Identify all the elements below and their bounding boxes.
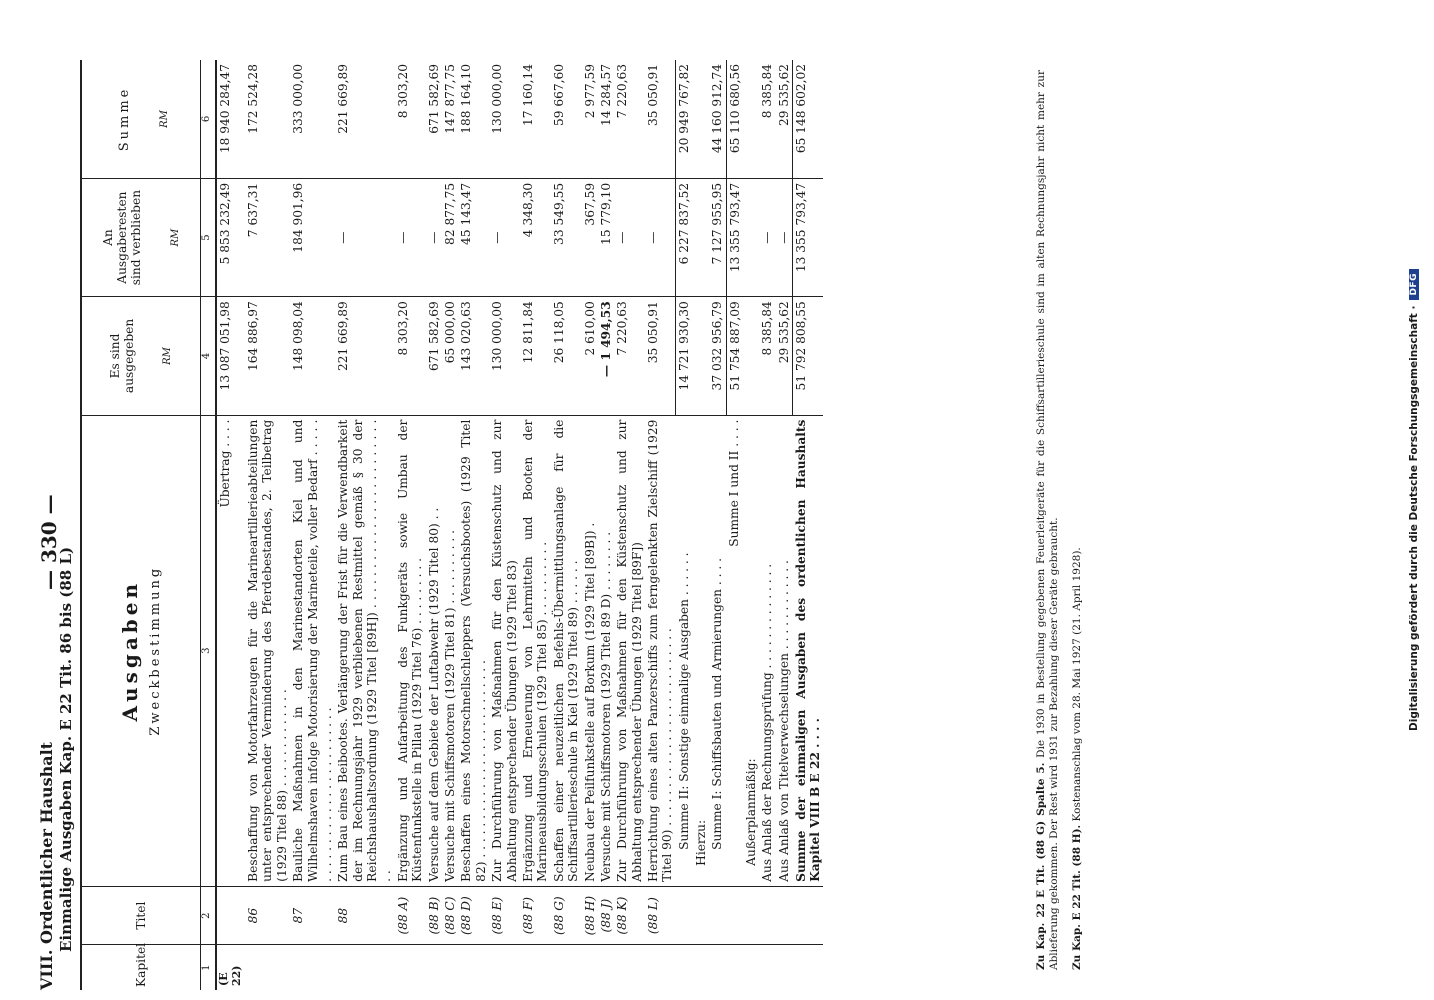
titel-cell: (88 L)	[645, 886, 676, 945]
kapitel-cell	[520, 945, 551, 990]
ausgabereste-cell: 45 143,47	[458, 178, 489, 296]
ausgabereste-cell: 4 348,30	[520, 178, 551, 296]
zweck-cell: Beschaffen eines Motorschnellschleppers (Versuchsbootes) (1929 Titel 82) . . . . . . . . . . . . . . . . . . . . . . . . . .	[458, 415, 489, 886]
kapitel-cell	[335, 945, 395, 990]
zweck-cell: Schaffen einer neuzeitlichen Befehls-Übermittlungsanlage für die Schiffsartillerieschule in Kiel (1929 Titel 89) . . . . . .	[551, 415, 582, 886]
footnote-lead: Zu Kap. 22 E Tit. (88 G) Spalte 5.	[1035, 762, 1047, 970]
table-row	[614, 60, 645, 990]
summe-cell	[743, 60, 759, 178]
table-row	[245, 60, 290, 990]
header-zweckbestimmung: Zweckbestimmung	[148, 565, 164, 736]
ausgabereste-cell: 367,59	[582, 178, 598, 296]
zweck-cell: Ergänzung und Aufarbeitung des Funkgeräts sowie Umbau der Küstenfunkstelle in Pillau (1929 Titel 76) . . . . . . . . .	[395, 415, 426, 886]
total-row	[743, 60, 759, 990]
total-label: Außerplanmäßig:	[743, 415, 759, 886]
ausgegeben-cell: 51 754 887,09	[726, 297, 743, 415]
ausgabereste-cell: 13 355 793,47	[793, 178, 824, 296]
column-number: 5	[201, 178, 217, 296]
ausgabereste-cell: —	[614, 178, 645, 296]
total-label: Summe I und II . . . .	[726, 415, 743, 886]
zweck-cell: Übertrag . . . .	[216, 415, 245, 886]
titel-cell	[776, 886, 793, 945]
ausgegeben-cell: 37 032 956,79	[709, 297, 726, 415]
footnote-lead: Zu Kap. E 22 Tit. (88 H).	[1071, 824, 1084, 970]
ausgabereste-cell: —	[776, 178, 793, 296]
ausgabereste-cell	[693, 178, 709, 296]
ausgegeben-cell	[693, 297, 709, 415]
side-note-text: Digitalisierung gefördert durch die Deutsche Forschungsgemeinschaft ·	[1408, 305, 1420, 731]
ausgegeben-cell: 143 020,63	[458, 297, 489, 415]
unit-label: RM	[158, 110, 170, 128]
footnote	[1035, 70, 1061, 970]
kapitel-cell	[395, 945, 426, 990]
footnote-text: Die 1930 in Bestellung gegebenen Feuerleitgeräte für die Schiffsartillerieschule sind im alten Rechnungsjahr nicht mehr zur Ablieferung gekommen. Der Rest wird 1931 zur Bezahlung dieser Geräte gebraucht.	[1035, 70, 1061, 970]
dfg-side-note	[1403, 50, 1425, 950]
ausgabereste-cell: 13 355 793,47	[726, 178, 743, 296]
summe-cell	[693, 60, 709, 178]
section-title: VIII. Ordentlicher Haushalt	[37, 741, 56, 990]
ausgabereste-cell: 5 853 232,49	[216, 178, 245, 296]
summe-cell: 18 940 284,47	[216, 60, 245, 178]
kapitel-cell	[614, 945, 645, 990]
kapitel-cell	[693, 945, 709, 990]
titel-cell: (88 K)	[614, 886, 645, 945]
summe-cell: 65 110 680,56	[726, 60, 743, 178]
zweck-cell: Zur Durchführung von Maßnahmen für den Küstenschutz und zur Abhaltung entsprechender Übungen (1929 Titel 83)	[489, 415, 520, 886]
ausgabereste-cell: 33 549,55	[551, 178, 582, 296]
total-row	[776, 60, 793, 990]
kapitel-cell	[726, 945, 743, 990]
ausgabereste-cell: 15 779,10	[598, 178, 614, 296]
column-numbers-row	[201, 60, 217, 990]
titel-cell	[693, 886, 709, 945]
zweck-cell: Versuche mit Schiffsmotoren (1929 Titel 89 D) . . . . . . . .	[598, 415, 614, 886]
kapitel-cell	[458, 945, 489, 990]
budget-table	[80, 60, 823, 990]
zweck-cell: Zum Bau eines Beibootes. Verlängerung der Frist für die Verwendbarkeit der im Rechnungsjahr 1929 verbliebenen Restmittel gemäß § 30 der Reichshaushaltsordnung (1929 Titel [89H]) . . . . . . . . . . . . . . . . . . . . . . . . . .	[335, 415, 395, 886]
titel-cell: (88 A)	[395, 886, 426, 945]
summe-cell: 172 524,28	[245, 60, 290, 178]
summe-cell: 20 949 767,82	[676, 60, 693, 178]
ausgegeben-cell: 12 811,84	[520, 297, 551, 415]
ausgabereste-cell: —	[645, 178, 676, 296]
summe-cell: 29 535,62	[776, 60, 793, 178]
table-row	[395, 60, 426, 990]
total-label: Summe der einmaligen Ausgaben des ordentlichen Haushalts Kapitel VIII B E 22 . . . .	[793, 415, 824, 886]
table-row	[458, 60, 489, 990]
zweck-cell: Ergänzung und Erneuerung von Lehrmitteln und Booten der Marineausbildungsschulen (1929 Titel 85) . . . . . . . . . .	[520, 415, 551, 886]
titel-cell	[743, 886, 759, 945]
ausgegeben-cell: 2 610,00	[582, 297, 598, 415]
zweck-cell: Zur Durchführung von Maßnahmen für den Küstenschutz und zur Abhaltung entsprechender Übungen (1929 Titel [89F])	[614, 415, 645, 886]
dfg-logo: DFG	[1409, 269, 1419, 300]
table-row	[216, 60, 245, 990]
summe-cell: 65 148 602,02	[793, 60, 824, 178]
unit-label: RM	[169, 228, 181, 247]
table-row	[489, 60, 520, 990]
ausgegeben-cell: 51 792 808,55	[793, 297, 824, 415]
table-row	[598, 60, 614, 990]
kapitel-cell	[793, 945, 824, 990]
total-row	[709, 60, 726, 990]
summe-cell: 2 977,59	[582, 60, 598, 178]
table-body	[216, 60, 823, 990]
summe-cell: 671 582,69	[426, 60, 442, 178]
table-row	[582, 60, 598, 990]
titel-cell	[676, 886, 693, 945]
summe-cell: 59 667,60	[551, 60, 582, 178]
titel-cell	[759, 886, 775, 945]
kapitel-cell	[426, 945, 442, 990]
total-label: Aus Anlaß von Titelverwechselungen . . . . . . . . . . . .	[776, 415, 793, 886]
titel-cell: 86	[245, 886, 290, 945]
kapitel-cell	[759, 945, 775, 990]
titel-cell: (88 J)	[598, 886, 614, 945]
summe-cell: 17 160,14	[520, 60, 551, 178]
kapitel-cell	[676, 945, 693, 990]
unit-label: RM	[162, 347, 174, 365]
header-summe: Summe RM	[81, 60, 201, 178]
header-ausgegeben: Es sind ausgegeben RM	[81, 297, 201, 415]
summe-cell: 8 303,20	[395, 60, 426, 178]
kapitel-cell	[551, 945, 582, 990]
ausgegeben-cell	[743, 297, 759, 415]
titel-cell: 88	[335, 886, 395, 945]
kapitel-cell	[645, 945, 676, 990]
summe-cell: 44 160 912,74	[709, 60, 726, 178]
ausgabereste-cell: —	[395, 178, 426, 296]
ausgegeben-cell: 221 669,89	[335, 297, 395, 415]
summe-cell: 8 385,84	[759, 60, 775, 178]
summe-cell: 147 877,75	[442, 60, 458, 178]
kapitel-cell	[442, 945, 458, 990]
kapitel-cell: (E 22)	[217, 965, 243, 986]
table-row	[290, 60, 335, 990]
column-number: 2	[201, 886, 217, 945]
zweck-cell: Beschaffung von Motorfahrzeugen für die Marineartillerieabteilungen unter entsprechender Verminderung des Pferdebestandes, 2. Teilbetrag (1929 Titel 88) . . . . . . . . . . . . .	[245, 415, 290, 886]
ausgegeben-cell: 26 118,05	[551, 297, 582, 415]
total-label: Hierzu:	[693, 415, 709, 886]
titel-cell	[793, 886, 824, 945]
titel-cell: (88 C)	[442, 886, 458, 945]
total-row	[759, 60, 775, 990]
footnote	[1071, 70, 1084, 970]
table-row	[426, 60, 442, 990]
zweck-cell: Herrichtung eines alten Panzerschiffs zum ferngelenkten Zielschiff (1929 Titel 90) . . . . . . . . . . . . . . . . . . . . . . . . . .	[645, 415, 676, 886]
ausgabereste-cell: 7 127 955,95	[709, 178, 726, 296]
kapitel-cell	[598, 945, 614, 990]
kapitel-cell	[245, 945, 290, 990]
page-number: — 330 —	[37, 494, 61, 590]
total-row	[726, 60, 743, 990]
ausgabereste-cell: —	[759, 178, 775, 296]
ausgabereste-cell: —	[489, 178, 520, 296]
ausgegeben-cell: 7 220,63	[614, 297, 645, 415]
ausgegeben-cell: 8 303,20	[395, 297, 426, 415]
titel-cell: (88 F)	[520, 886, 551, 945]
ausgegeben-cell: 148 098,04	[290, 297, 335, 415]
table-row	[442, 60, 458, 990]
total-row	[676, 60, 693, 990]
total-label: Summe II: Sonstige einmalige Ausgaben . . . . . .	[676, 415, 693, 886]
total-label: Aus Anlaß der Rechnungsprüfung . . . . . . . . . . . . . .	[759, 415, 775, 886]
titel-cell	[216, 886, 245, 945]
column-number: 3	[201, 415, 217, 886]
titel-cell: 87	[290, 886, 335, 945]
titel-cell	[709, 886, 726, 945]
zweck-cell: Versuche mit Schiffsmotoren (1929 Titel 81) . . . . . . . . . .	[442, 415, 458, 886]
titel-cell: (88 D)	[458, 886, 489, 945]
kapitel-cell	[290, 945, 335, 990]
zweck-cell: Neubau der Peilfunkstelle auf Borkum (1929 Titel [89B]) .	[582, 415, 598, 886]
ausgegeben-cell: 13 087 051,98	[216, 297, 245, 415]
ausgegeben-cell: 164 886,97	[245, 297, 290, 415]
kapitel-cell	[709, 945, 726, 990]
header-kapitel: Kapitel	[81, 945, 201, 990]
ausgegeben-cell: 8 385,84	[759, 297, 775, 415]
titel-cell	[726, 886, 743, 945]
summe-cell: 7 220,63	[614, 60, 645, 178]
table-row	[551, 60, 582, 990]
ausgegeben-cell: 29 535,62	[776, 297, 793, 415]
summe-cell: 333 000,00	[290, 60, 335, 178]
ausgabereste-cell: 7 637,31	[245, 178, 290, 296]
header-ausgaben-title: Ausgaben	[117, 579, 142, 722]
ausgabereste-cell: —	[426, 178, 442, 296]
ausgabereste-cell: 184 901,96	[290, 178, 335, 296]
titel-cell: (88 H)	[582, 886, 598, 945]
ausgegeben-cell: — 1 494,53	[598, 297, 614, 415]
summe-cell: 188 164,10	[458, 60, 489, 178]
kapitel-cell	[489, 945, 520, 990]
ausgegeben-cell: 130 000,00	[489, 297, 520, 415]
footnotes	[1035, 70, 1094, 970]
ausgabereste-cell: 82 877,75	[442, 178, 458, 296]
titel-cell: (88 B)	[426, 886, 442, 945]
total-label: Summe I: Schiffsbauten und Armierungen . . . .	[709, 415, 726, 886]
zweck-cell: Bauliche Maßnahmen in den Marinestandorten Kiel und und Wilhelmshaven infolge Motorisierung der Marineteile, voller Bedarf . . . . . . . . . . . . . . . . . . . . . . . . . . . .	[290, 415, 335, 886]
ausgegeben-cell: 65 000,00	[442, 297, 458, 415]
kapitel-cell	[582, 945, 598, 990]
column-number: 6	[201, 60, 217, 178]
ausgabereste-cell: 6 227 837,52	[676, 178, 693, 296]
kapitel-cell	[743, 945, 759, 990]
column-number: 4	[201, 297, 217, 415]
rotated-page	[35, 60, 1355, 990]
total-row	[693, 60, 709, 990]
summe-cell: 14 284,57	[598, 60, 614, 178]
table-row	[645, 60, 676, 990]
header-titel: Titel	[81, 886, 201, 945]
header-ausgabereste: An Ausgaberesten sind verblieben RM	[81, 178, 201, 296]
kapitel-cell	[776, 945, 793, 990]
titel-cell: (88 E)	[489, 886, 520, 945]
zweck-cell: Versuche auf dem Gebiete der Luftabwehr (1929 Titel 80) . .	[426, 415, 442, 886]
ausgabereste-cell: —	[335, 178, 395, 296]
titel-cell: (88 G)	[551, 886, 582, 945]
table-row	[335, 60, 395, 990]
ausgegeben-cell: 671 582,69	[426, 297, 442, 415]
table-row	[520, 60, 551, 990]
summe-cell: 35 050,91	[645, 60, 676, 178]
footnote-text: Kostenanschlag vom 28. Mai 1927 (21. April 1928).	[1071, 547, 1084, 825]
total-row	[793, 60, 824, 990]
ausgegeben-cell: 14 721 930,30	[676, 297, 693, 415]
summe-cell: 130 000,00	[489, 60, 520, 178]
summe-cell: 221 669,89	[335, 60, 395, 178]
column-number: 1	[201, 945, 217, 990]
ausgabereste-cell	[743, 178, 759, 296]
header-ausgaben	[81, 415, 201, 886]
ausgegeben-cell: 35 050,91	[645, 297, 676, 415]
page-subtitle: Einmalige Ausgaben Kap. E 22 Tit. 86 bis (88 L)	[57, 546, 75, 952]
